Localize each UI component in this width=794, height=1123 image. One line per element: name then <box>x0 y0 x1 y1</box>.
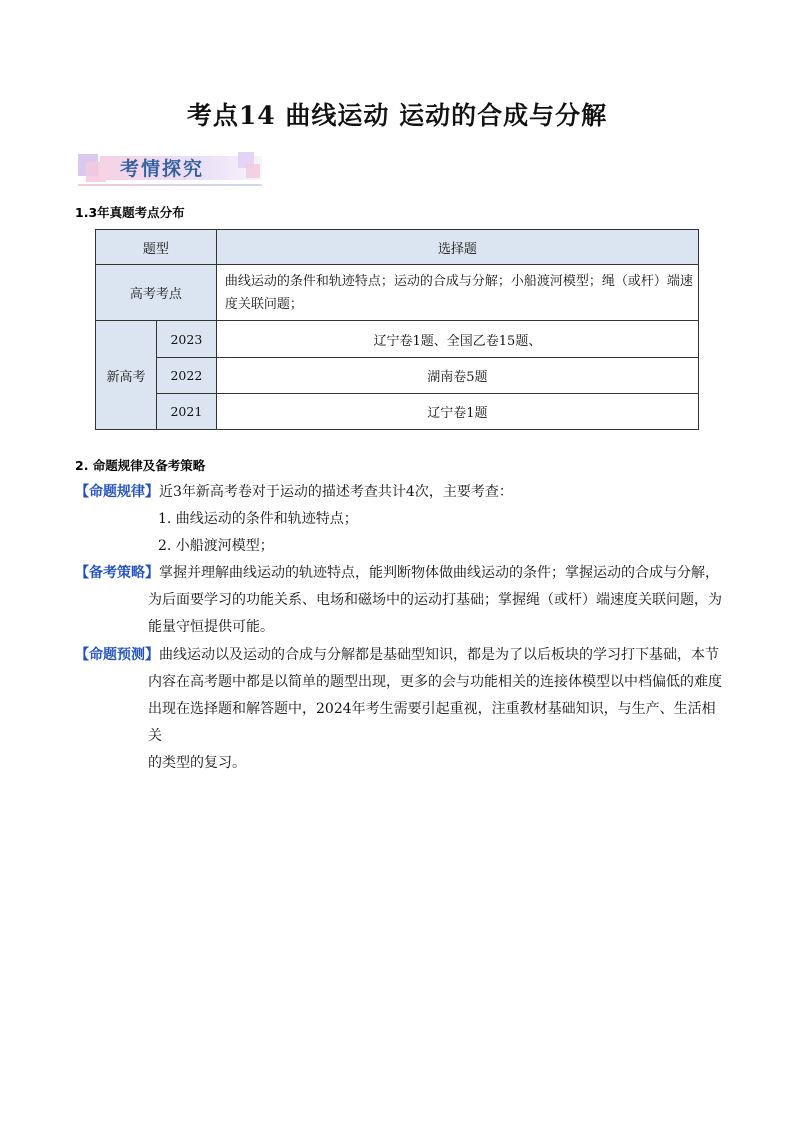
rule-text: 近3年新高考卷对于运动的描述考查共计4次，主要考查： <box>159 484 513 500</box>
table-cell-value: 选择题 <box>216 230 698 265</box>
table-cell-value: 辽宁卷1题、全国乙卷15题、 <box>216 321 698 358</box>
table-cell-year: 2023 <box>156 321 216 358</box>
rule-paragraph <box>75 479 725 506</box>
table-row <box>96 358 699 394</box>
forecast-line: 内容在高考题中都是以简单的题型出现，更多的会与功能相关的连接体模型以中档偏低的难度 <box>148 674 722 690</box>
table-cell-label: 题型 <box>96 230 217 265</box>
section-banner <box>78 152 262 186</box>
banner-decoration <box>246 164 260 178</box>
table-cell-label: 高考考点 <box>96 265 217 321</box>
banner-label: 考情探究 <box>120 158 205 180</box>
table-group-label: 新高考 <box>96 321 157 430</box>
table-cell-value: 湖南卷5题 <box>216 358 698 394</box>
forecast-line: 出现在选择题和解答题中，2024年考生需要引起重视，注重教材基础知识，与生产、生活相关 <box>148 701 716 744</box>
forecast-line: 的类型的复习。 <box>148 755 246 771</box>
table-cell-value: 曲线运动的条件和轨迹特点；运动的合成与分解；小船渡河模型；绳（或杆）端速度关联问题； <box>216 265 698 321</box>
banner-underline <box>78 184 262 186</box>
rule-list <box>158 506 358 560</box>
strategy-tag: 【备考策略】 <box>75 565 159 581</box>
forecast-paragraph <box>75 642 725 777</box>
list-item: 1. 曲线运动的条件和轨迹特点； <box>158 511 358 527</box>
exam-distribution-table <box>95 229 699 430</box>
table-row <box>96 394 699 430</box>
list-item: 2. 小船渡河模型； <box>158 538 274 554</box>
table-row <box>96 321 699 358</box>
table-row <box>96 265 699 321</box>
section-heading-2: 2. 命题规律及备考策略 <box>75 458 206 473</box>
strategy-paragraph <box>75 560 725 641</box>
rule-tag: 【命题规律】 <box>75 484 159 500</box>
strategy-line: 能量守恒提供可能。 <box>148 619 274 635</box>
strategy-line: 掌握并理解曲线运动的轨迹特点，能判断物体做曲线运动的条件；掌握运动的合成与分解， <box>159 565 719 581</box>
table-cell-year: 2021 <box>156 394 216 430</box>
forecast-line: 曲线运动以及运动的合成与分解都是基础型知识，都是为了以后板块的学习打下基础，本节 <box>159 647 719 663</box>
page-title: 考点14 曲线运动 运动的合成与分解 <box>186 101 608 130</box>
table-row <box>96 230 699 265</box>
strategy-line: 为后面要学习的功能关系、电场和磁场中的运动打基础；掌握绳（或杆）端速度关联问题，为 <box>148 592 722 608</box>
forecast-tag: 【命题预测】 <box>75 647 159 663</box>
table-cell-value: 辽宁卷1题 <box>216 394 698 430</box>
section-heading-1: 1.3年真题考点分布 <box>75 205 185 220</box>
table-cell-year: 2022 <box>156 358 216 394</box>
